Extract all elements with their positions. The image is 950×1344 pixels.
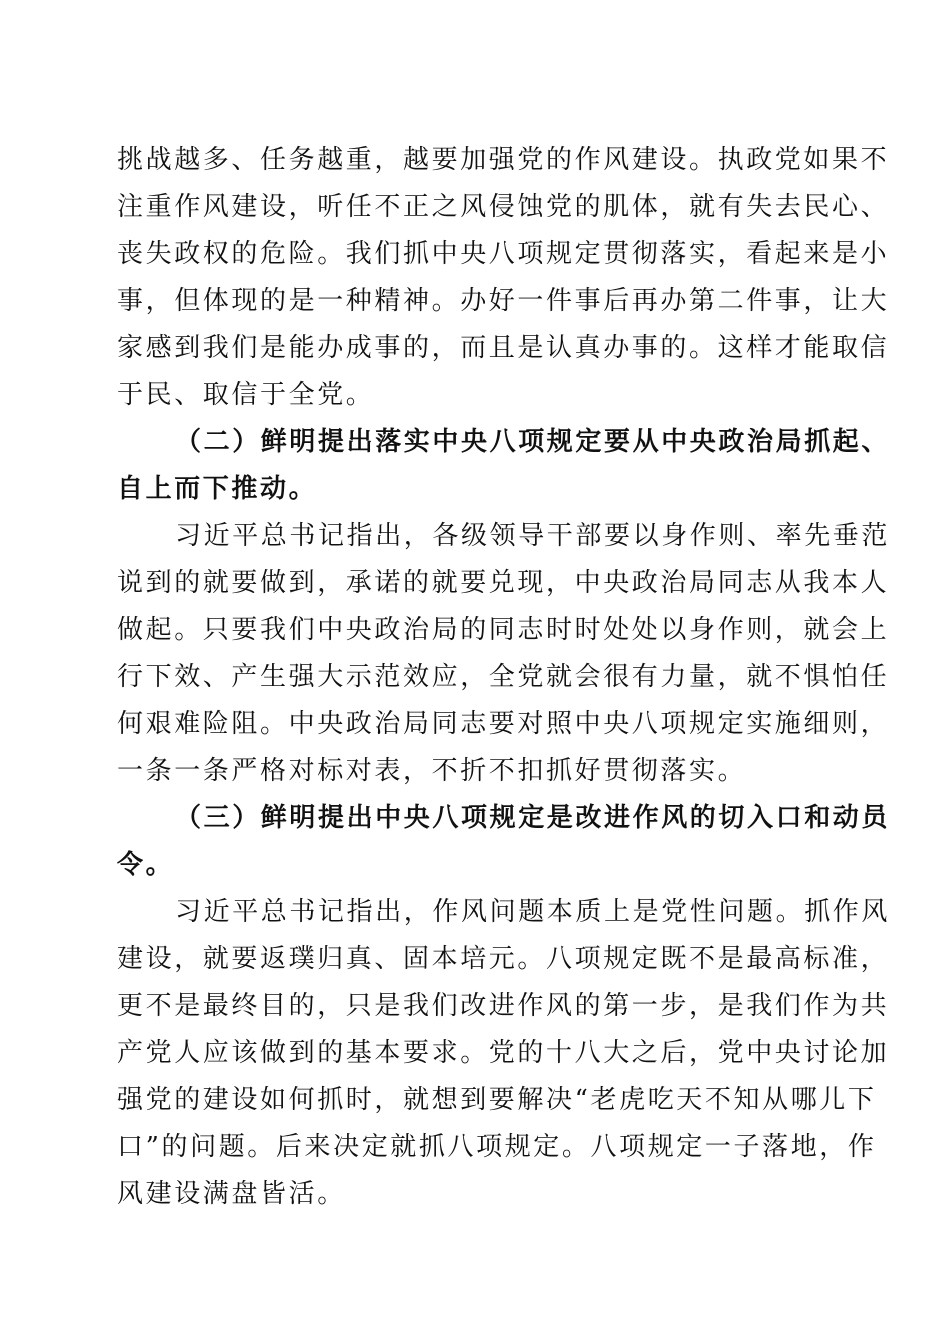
- text-line: 更不是最终目的，只是我们改进作风的第一步，是我们作为共: [117, 991, 890, 1021]
- text-line: 家感到我们是能办成事的，而且是认真办事的。这样才能取信: [117, 333, 890, 363]
- heading-line: （三）鲜明提出中央八项规定是改进作风的切入口和动员: [175, 803, 891, 833]
- text-line: 强党的建设如何抓时，就想到要解决“老虎吃天不知从哪儿下: [117, 1085, 877, 1115]
- section-heading: [117, 795, 891, 889]
- text-line: 挑战越多、任务越重，越要加强党的作风建设。执政党如果不: [117, 145, 890, 175]
- text-line: 做起。只要我们中央政治局的同志时时处处以身作则，就会上: [117, 615, 890, 645]
- heading-line: 令。: [117, 850, 175, 880]
- text-line: 建设，就要返璞归真、固本培元。八项规定既不是最高标准，: [117, 944, 890, 974]
- body-paragraph: [117, 513, 891, 795]
- section-heading: [117, 419, 891, 513]
- text-line: 何艰难险阻。中央政治局同志要对照中央八项规定实施细则，: [117, 709, 890, 739]
- text-line: 风建设满盘皆活。: [117, 1179, 346, 1209]
- text-line: 产党人应该做到的基本要求。党的十八大之后，党中央讨论加: [117, 1038, 890, 1068]
- document-body: [117, 137, 891, 1218]
- text-line: 习近平总书记指出，作风问题本质上是党性问题。抓作风: [175, 897, 891, 927]
- text-line: 注重作风建设，听任不正之风侵蚀党的肌体，就有失去民心、: [117, 192, 890, 222]
- heading-line: 自上而下推动。: [117, 474, 318, 504]
- text-line: 一条一条严格对标对表，不折不扣抓好贯彻落实。: [117, 756, 747, 786]
- body-paragraph: [117, 889, 891, 1218]
- text-line: 习近平总书记指出，各级领导干部要以身作则、率先垂范: [175, 521, 891, 551]
- text-line: 丧失政权的危险。我们抓中央八项规定贯彻落实，看起来是小: [117, 239, 890, 269]
- body-paragraph: [117, 137, 890, 419]
- text-line: 事，但体现的是一种精神。办好一件事后再办第二件事，让大: [117, 286, 890, 316]
- text-line: 说到的就要做到，承诺的就要兑现，中央政治局同志从我本人: [117, 568, 890, 598]
- text-line: 口”的问题。后来决定就抓八项规定。八项规定一子落地，作: [117, 1132, 877, 1162]
- text-line: 于民、取信于全党。: [117, 380, 375, 410]
- heading-line: （二）鲜明提出落实中央八项规定要从中央政治局抓起、: [175, 427, 891, 457]
- text-line: 行下效、产生强大示范效应，全党就会很有力量，就不惧怕任: [117, 662, 890, 692]
